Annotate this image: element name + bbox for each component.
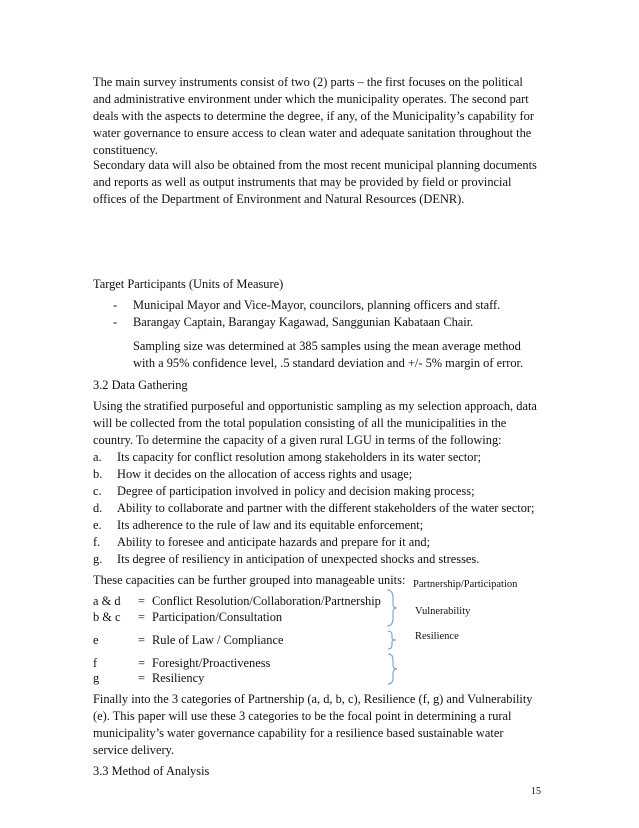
group-label: Resiliency	[152, 671, 205, 685]
text-line: offices of the Department of Environment and Natural Resources (DENR).	[93, 192, 465, 206]
category-resilience: Resilience	[415, 631, 459, 642]
bullet-dash: -	[113, 315, 118, 329]
sampling-line: with a 95% confidence level, .5 standard deviation and +/- 5% margin of error.	[133, 356, 524, 370]
intro-paragraph-2	[93, 157, 553, 208]
section-heading-method-of-analysis: 3.3 Method of Analysis	[93, 764, 210, 778]
group-label: Conflict Resolution/Collaboration/Partnership	[152, 594, 381, 608]
group-code: f	[93, 656, 98, 670]
brace-icon	[385, 629, 399, 651]
list-item: Its adherence to the rule of law and its equitable enforcement;	[117, 518, 424, 532]
group-equals: =	[138, 671, 145, 685]
list-item: How it decides on the allocation of access rights and usage;	[117, 467, 413, 481]
group-equals: =	[138, 594, 145, 608]
text-line: and administrative environment under which the municipality operates. The second part	[93, 92, 529, 106]
gathering-paragraph	[93, 398, 553, 449]
group-code: a & d	[93, 594, 121, 608]
text-line: constituency.	[93, 143, 158, 157]
text-line: water governance to ensure access to clean water and adequate sanitation throughout the	[93, 126, 532, 140]
list-letter: e.	[93, 518, 102, 532]
text-line: (e). This paper will use these 3 categories to be the focal point in determining a rural	[93, 709, 512, 723]
text-line: Finally into the 3 categories of Partnership (a, d, b, c), Resilience (f, g) and Vulnerability	[93, 692, 533, 706]
text-line: country. To determine the capacity of a given rural LGU in terms of the following:	[93, 433, 502, 447]
text-line: municipality’s water governance capability for a resilience based sustainable water	[93, 726, 504, 740]
group-code: b & c	[93, 610, 121, 624]
sampling-line: Sampling size was determined at 385 samples using the mean average method	[133, 339, 521, 353]
bullet-dash: -	[113, 298, 118, 312]
section-heading-data-gathering: 3.2 Data Gathering	[93, 378, 188, 392]
category-partnership: Partnership/Participation	[413, 579, 518, 590]
page-number: 15	[531, 786, 541, 797]
text-line: Using the stratified purposeful and opportunistic sampling as my selection approach, data	[93, 399, 537, 413]
group-code: g	[93, 671, 100, 685]
text-line: deals with the aspects to determine the degree, if any, of the Municipality’s capability for	[93, 109, 534, 123]
group-label: Rule of Law / Compliance	[152, 633, 284, 647]
text-line: service delivery.	[93, 743, 175, 757]
final-paragraph	[93, 691, 553, 759]
list-letter: a.	[93, 450, 102, 464]
bullet-item: Barangay Captain, Barangay Kagawad, Sanggunian Kabataan Chair.	[133, 315, 474, 329]
brace-icon	[385, 588, 399, 628]
text-line: Secondary data will also be obtained from the most recent municipal planning documents	[93, 158, 537, 172]
list-item: Its capacity for conflict resolution among stakeholders in its water sector;	[117, 450, 482, 464]
group-equals: =	[138, 633, 145, 647]
list-letter: g.	[93, 552, 103, 566]
brace-icon	[385, 652, 399, 686]
list-item: Ability to collaborate and partner with the different stakeholders of the water sector;	[117, 501, 535, 515]
list-letter: c.	[93, 484, 102, 498]
group-equals: =	[138, 656, 145, 670]
group-label: Participation/Consultation	[152, 610, 283, 624]
text-line: and reports as well as output instruments that may be provided by field or provincial	[93, 175, 512, 189]
list-letter: b.	[93, 467, 103, 481]
list-item: Ability to foresee and anticipate hazards and prepare for it and;	[117, 535, 431, 549]
group-label: Foresight/Proactiveness	[152, 656, 271, 670]
group-equals: =	[138, 610, 145, 624]
list-letter: f.	[93, 535, 101, 549]
list-item: Degree of participation involved in policy and decision making process;	[117, 484, 475, 498]
list-letter: d.	[93, 501, 103, 515]
text-line: The main survey instruments consist of two (2) parts – the first focuses on the political	[93, 75, 523, 89]
category-vulnerability: Vulnerability	[415, 606, 471, 617]
group-code: e	[93, 633, 99, 647]
list-item: Its degree of resiliency in anticipation of unexpected shocks and stresses.	[117, 552, 480, 566]
intro-paragraph-1	[93, 74, 553, 159]
participants-heading: Target Participants (Units of Measure)	[93, 277, 284, 291]
text-line: will be collected from the total population consisting of all the municipalities in the	[93, 416, 507, 430]
bullet-item: Municipal Mayor and Vice-Mayor, councilors, planning officers and staff.	[133, 298, 501, 312]
grouping-intro: These capacities can be further grouped into manageable units:	[93, 573, 406, 587]
